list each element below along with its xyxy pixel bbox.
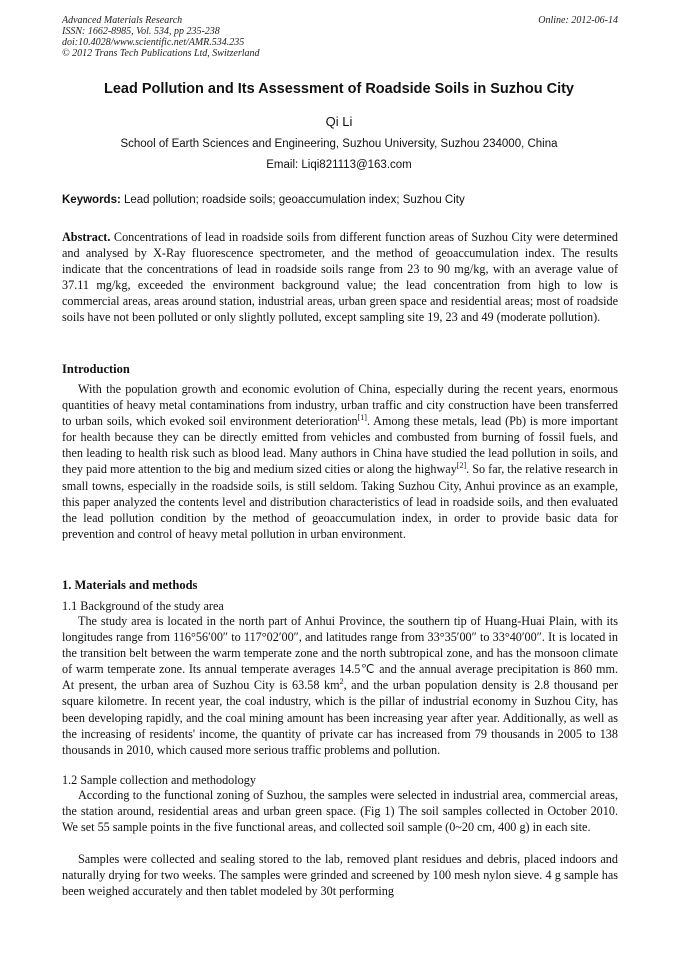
subsection-1-2-heading: 1.2 Sample collection and methodology — [62, 773, 256, 787]
keywords-label: Keywords: — [62, 194, 121, 206]
citation-1: [1] — [357, 413, 367, 423]
issn-line: ISSN: 1662-8985, Vol. 534, pp 235-238 — [62, 26, 220, 37]
sample-preparation-paragraph: Samples were collected and sealing stored to the lab, removed plant residues and debris, placed indoors and naturally drying for two weeks. The samples were grinded and screened by 100 mesh nylon sieve. 4 g sample has been weighed accurately and then tablet modeled by 30t performing — [62, 852, 618, 899]
intro-text-2: . Among these metals, lead (Pb) is more important for health because they can be directly emitted from vehicles and combusted from burning of fossil fuels, and then leading to health risk such as blood lead. Many authors in China have studied the lead pollution in soils, and they paid more attention to the big and medium sized cities or along the highway — [62, 414, 619, 477]
journal-name: Advanced Materials Research — [62, 15, 183, 26]
keywords — [62, 194, 618, 206]
keywords-text: Lead pollution; roadside soils; geoaccumulation index; Suzhou City — [120, 194, 465, 206]
introduction-paragraph — [62, 381, 618, 542]
intro-text-3: . So far, the relative research in small towns, especially in the roadside soils, is still seldom. Taking Suzhou City, Anhui province as an example, this paper analyzed the contents level and distribution characteristics of lead in roadside soils, and then evaluated the lead pollution condition by the method of geoaccumulation index, in order to provide basic data for prevention and control of heavy metal pollution in urban environment. — [62, 462, 618, 541]
abstract-text: Concentrations of lead in roadside soils from different function areas of Suzhou City were determined and analysed by X-Ray fluorescence spectrometer, and the method of geoaccumulation index. The results indicate that the concentrations of lead in roadside soils range from 23 to 90 mg/kg, with an average value of 37.11 mg/kg, exceeded the environment background value; the lead concentration from high to low is commercial areas, areas around station, industrial areas, urban green space and residential areas; most of roadside soils have not been polluted or only slightly polluted, except sampling site 19, 23 and 49 (moderate pollution). — [62, 230, 618, 325]
study-area-text-2: , and the urban population density is 2.8 thousand per square kilometre. In recent year, the coal industry, which is the pillar of industrial economy in Suzhou City, has been developing rapidly, and the coal mining amount has been increasing year after year. Additionally, as well as the increasing of residents' income, the quantity of private car has increased from 79 thousands in 2005 to 138 thousands in 2010, which caused more serious traffic problems and pollution. — [62, 678, 618, 757]
copyright-line: © 2012 Trans Tech Publications Ltd, Switzerland — [62, 48, 260, 59]
study-area-text-1: The study area is located in the north part of Anhui Province, the southern tip of Huang-Huai Plain, with its longitudes range from 116°56′00″ to 117°02′00″, and latitudes range from 33°35′00″ to 33°40′00″. It is located in the transition belt between the warm temperate zone and the north subtropical zone, and has the monsoon climate of warm temperate zone. Its annual temperate averages 14.5℃ and the annual average precipitation is 860 mm. At present, the urban area of Suzhou City is 63.58 km — [62, 614, 618, 693]
journal-header — [62, 15, 618, 59]
intro-text-1: With the population growth and economic evolution of China, especially during the recent years, enormous quantities of heavy metal contaminations from industry, urban traffic and city construction have been transferred to urban soils, which evoked soil environment deterioration — [62, 382, 618, 429]
doi-line: doi:10.4028/www.scientific.net/AMR.534.235 — [62, 37, 245, 48]
abstract — [62, 229, 618, 326]
abstract-label: Abstract. — [62, 230, 111, 244]
sample-collection-paragraph: According to the functional zoning of Suzhou, the samples were selected in industrial area, commercial areas, the station around, residential areas and urban green space. (Fig 1) The soil samples collected in October 2010. We set 55 sample points in the five functional areas, and collected soil sample (0~20 cm, 400 g) in each site. — [62, 788, 618, 835]
citation-2: [2] — [456, 461, 467, 471]
author-email: Email: Liqi821113@163.com — [266, 159, 412, 171]
introduction-heading: Introduction — [62, 362, 130, 376]
study-area-paragraph — [62, 613, 618, 758]
subsection-1-1-heading: 1.1 Background of the study area — [62, 599, 224, 613]
section-1-heading: 1. Materials and methods — [62, 578, 198, 592]
affiliation: School of Earth Sciences and Engineering, Suzhou University, Suzhou 234000, China — [120, 138, 558, 150]
online-date: Online: 2012-06-14 — [538, 15, 618, 26]
superscript-2: 2 — [339, 677, 344, 687]
paper-title: Lead Pollution and Its Assessment of Roadside Soils in Suzhou City — [104, 81, 574, 97]
author-name: Qi Li — [325, 114, 353, 129]
